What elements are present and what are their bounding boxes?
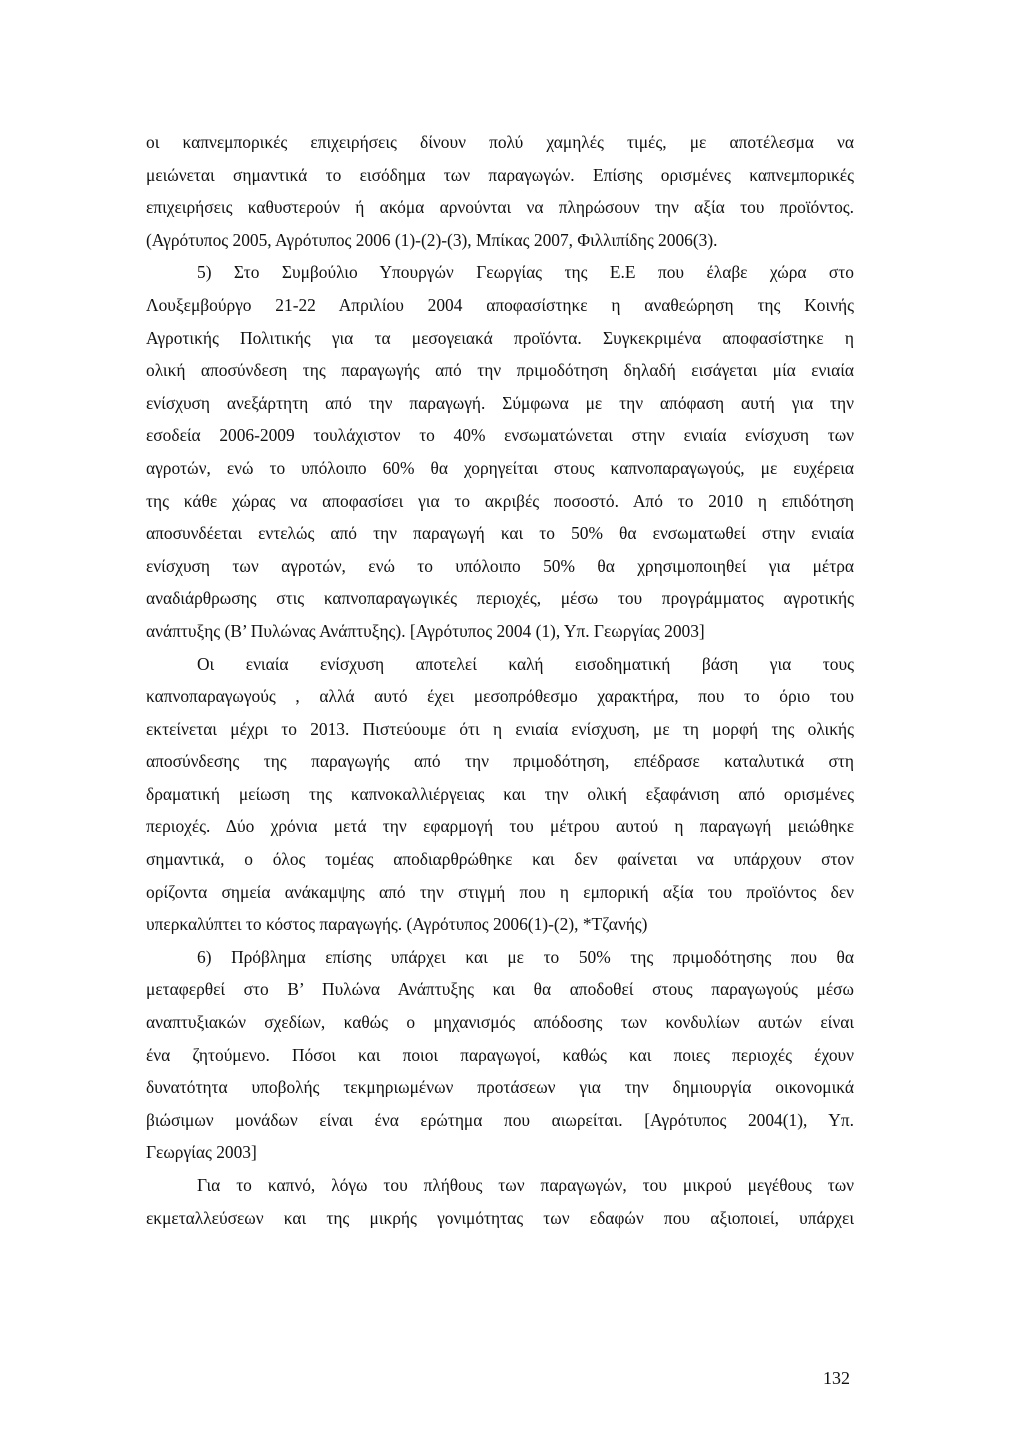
text-line: ενίσχυση ανεξάρτητη από την παραγωγή. Σύμφωνα με την απόφαση αυτή για την (146, 392, 854, 413)
text-line: δυνατότητα υποβολής τεκμηριωμένων προτάσεων για την δημιουργία οικονομικά (146, 1077, 854, 1098)
text-line: αγροτών, ενώ το υπόλοιπο 60% θα χορηγείται στους καπνοπαραγωγούς, με ευχέρεια (146, 457, 854, 478)
text-line: ανάπτυξης (Β’ Πυλώνας Ανάπτυξης). [Αγρότυπος 2004 (1), Υπ. Γεωργίας 2003] (146, 620, 705, 641)
text-line: βιώσιμων μονάδων είναι ένα ερώτημα που αιωρείται. [Αγρότυπος 2004(1), Υπ. (146, 1109, 854, 1130)
text-line: 5) Στο Συμβούλιο Υπουργών Γεωργίας της Ε.Ε που έλαβε χώρα στο (197, 262, 854, 283)
text-line: αναπτυξιακών σχεδίων, καθώς ο μηχανισμός απόδοσης των κονδυλίων αυτών είναι (146, 1012, 854, 1033)
page-number: 132 (823, 1368, 850, 1388)
text-line: Οι ενιαία ενίσχυση αποτελεί καλή εισοδηματική βάση για τους (197, 653, 854, 674)
text-line: εσοδεία 2006-2009 τουλάχιστον το 40% ενσωματώνεται στην ενιαία ενίσχυση των (146, 425, 854, 446)
text-line: αποσύνδεσης της παραγωγής από την πριμοδότηση, επέδρασε καταλυτικά στη (146, 751, 854, 772)
text-line: μεταφερθεί στο Β’ Πυλώνα Ανάπτυξης και θα αποδοθεί στους παραγωγούς μέσω (146, 979, 854, 1000)
text-line: της κάθε χώρας να αποφασίσει για το ακριβές ποσοστό. Από το 2010 η επιδότηση (146, 490, 854, 511)
text-line: Λουξεμβούργο 21-22 Απριλίου 2004 αποφασίστηκε η αναθεώρηση της Κοινής (146, 294, 854, 315)
text-line: ενίσχυση των αγροτών, ενώ το υπόλοιπο 50% θα χρησιμοποιηθεί για μέτρα (146, 555, 854, 576)
text-line: οι καπνεμπορικές επιχειρήσεις δίνουν πολύ χαμηλές τιμές, με αποτέλεσμα να (146, 132, 854, 152)
text-line: Γεωργίας 2003] (146, 1142, 257, 1163)
text-line: καπνοπαραγωγούς , αλλά αυτό έχει μεσοπρόθεσμο χαρακτήρα, που το όριο του (146, 686, 854, 707)
text-line: ένα ζητούμενο. Πόσοι και ποιοι παραγωγοί, καθώς και ποιες περιοχές έχουν (146, 1044, 854, 1065)
text-line: αποσυνδέεται εντελώς από την παραγωγή και το 50% θα ενσωματωθεί στην ενιαία (146, 523, 854, 544)
text-line: σημαντικά, ο όλος τομέας αποδιαρθρώθηκε και δεν φαίνεται να υπάρχουν στον (146, 849, 854, 870)
body-text (146, 126, 854, 1234)
text-line: 6) Πρόβλημα επίσης υπάρχει και με το 50% της πριμοδότησης που θα (197, 946, 854, 967)
text-line: ορίζοντα σημεία ανάκαμψης από την στιγμή που η εμπορική αξία του προϊόντος δεν (146, 881, 854, 902)
text-line: μειώνεται σημαντικά το εισόδημα των παραγωγών. Επίσης ορισμένες καπνεμπορικές (146, 164, 854, 185)
text-line: υπερκαλύπτει το κόστος παραγωγής. (Αγρότυπος 2006(1)-(2), *Τζανής) (146, 914, 648, 935)
text-line: εκμεταλλεύσεων και της μικρής γονιμότητας των εδαφών που αξιοποιεί, υπάρχει (146, 1207, 854, 1228)
text-line: δραματική μείωση της καπνοκαλλιέργειας και την ολική εξαφάνιση από ορισμένες (146, 783, 854, 804)
text-line: Αγροτικής Πολιτικής για τα μεσογειακά προϊόντα. Συγκεκριμένα αποφασίστηκε η (146, 327, 854, 348)
text-line: (Αγρότυπος 2005, Αγρότυπος 2006 (1)-(2)-(3), Μπίκας 2007, Φιλλιπίδης 2006(3). (146, 229, 718, 250)
text-line: εκτείνεται μέχρι το 2013. Πιστεύουμε ότι η ενιαία ενίσχυση, με τη μορφή της ολικής (146, 718, 854, 739)
text-line: αναδιάρθρωσης στις καπνοπαραγωγικές περιοχές, μέσω του προγράμματος αγροτικής (146, 588, 854, 609)
text-line: περιοχές. Δύο χρόνια μετά την εφαρμογή του μέτρου αυτού η παραγωγή μειώθηκε (146, 816, 854, 837)
text-line: Για το καπνό, λόγω του πλήθους των παραγωγών, του μικρού μεγέθους των (197, 1175, 854, 1195)
text-line: επιχειρήσεις καθυστερούν ή ακόμα αρνούνται να πληρώσουν την αξία του προϊόντος. (146, 197, 854, 218)
text-line: ολική αποσύνδεση της παραγωγής από την πριμοδότηση δηλαδή εισάγεται μία ενιαία (146, 360, 854, 381)
